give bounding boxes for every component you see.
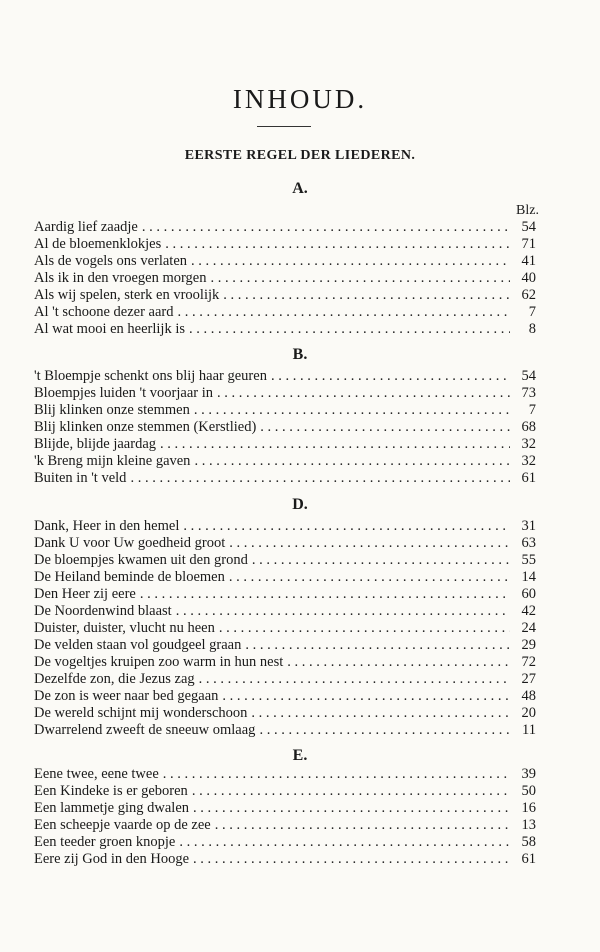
index-entry bbox=[34, 603, 536, 620]
entry-title: 'k Breng mijn kleine gaven bbox=[34, 453, 191, 469]
leader-dots bbox=[252, 552, 510, 569]
index-entry bbox=[34, 766, 536, 783]
index-entry bbox=[34, 722, 536, 739]
entry-title: Al de bloemenklokjes bbox=[34, 236, 162, 252]
entry-title: Aardig lief zaadje bbox=[34, 219, 138, 235]
entry-page: 41 bbox=[521, 253, 536, 269]
index-entry bbox=[34, 270, 536, 287]
entry-page: 61 bbox=[521, 851, 536, 867]
entry-page: 60 bbox=[521, 586, 536, 602]
leader-dots bbox=[229, 535, 510, 552]
leader-dots bbox=[163, 766, 510, 783]
leader-dots bbox=[193, 851, 510, 868]
index-entry bbox=[34, 851, 536, 868]
leader-dots bbox=[194, 402, 510, 419]
section-letter: E. bbox=[292, 747, 308, 764]
index-entry bbox=[34, 783, 536, 800]
leader-dots bbox=[260, 419, 510, 436]
leader-dots bbox=[189, 321, 510, 338]
index-entry bbox=[34, 236, 536, 253]
entry-title: Dwarrelend zweeft de sneeuw omlaag bbox=[34, 722, 256, 738]
entry-page: 48 bbox=[521, 688, 536, 704]
entry-page: 32 bbox=[521, 453, 536, 469]
entry-page: 50 bbox=[521, 783, 536, 799]
entry-title: Een teeder groen knopje bbox=[34, 834, 176, 850]
entry-title: Al wat mooi en heerlijk is bbox=[34, 321, 186, 337]
entry-title: Als ik in den vroegen morgen bbox=[34, 270, 207, 286]
index-entry bbox=[34, 368, 536, 385]
leader-dots bbox=[178, 304, 511, 321]
entry-page: 61 bbox=[521, 470, 536, 486]
page-title: INHOUD. bbox=[232, 84, 368, 114]
section-letter: A. bbox=[292, 180, 308, 197]
entry-page: 62 bbox=[521, 287, 536, 303]
leader-dots bbox=[219, 620, 510, 637]
entry-title: 't Bloempje schenkt ons blij haar geuren bbox=[34, 368, 267, 384]
entry-page: 55 bbox=[521, 552, 536, 568]
entry-title: Dank, Heer in den hemel bbox=[34, 518, 180, 534]
entry-page: 7 bbox=[528, 304, 536, 320]
title-rule bbox=[257, 126, 311, 127]
entry-title: Een Kindeke is er geboren bbox=[34, 783, 188, 799]
index-entry bbox=[34, 834, 536, 851]
entry-title: Een scheepje vaarde op de zee bbox=[34, 817, 211, 833]
index-entry bbox=[34, 436, 536, 453]
index-entry bbox=[34, 800, 536, 817]
entry-title: Blijde, blijde jaardag bbox=[34, 436, 157, 452]
entry-title: Blij klinken onze stemmen (Kerstlied) bbox=[34, 419, 257, 435]
index-entry bbox=[34, 569, 536, 586]
index-entry bbox=[34, 552, 536, 569]
index-entry bbox=[34, 705, 536, 722]
entry-page: 42 bbox=[521, 603, 536, 619]
entry-title: Al 't schoone dezer aard bbox=[34, 304, 174, 320]
index-entry bbox=[34, 535, 536, 552]
section-letter: D. bbox=[292, 496, 308, 513]
entry-page: 13 bbox=[521, 817, 536, 833]
leader-dots bbox=[251, 705, 510, 722]
leader-dots bbox=[191, 253, 510, 270]
entry-title: De wereld schijnt mij wonderschoon bbox=[34, 705, 248, 721]
entry-page: 72 bbox=[521, 654, 536, 670]
entry-page: 32 bbox=[521, 436, 536, 452]
section-e bbox=[0, 745, 600, 767]
index-entry bbox=[34, 287, 536, 304]
index-entry bbox=[34, 453, 536, 470]
index-entry bbox=[34, 654, 536, 671]
leader-dots bbox=[165, 236, 510, 253]
index-entry bbox=[34, 620, 536, 637]
leader-dots bbox=[259, 722, 510, 739]
leader-dots bbox=[287, 654, 510, 671]
index-entry bbox=[34, 586, 536, 603]
leader-dots bbox=[183, 518, 510, 535]
index-entry bbox=[34, 253, 536, 270]
section-b bbox=[0, 344, 600, 366]
index-entry bbox=[34, 304, 536, 321]
entry-page: 40 bbox=[521, 270, 536, 286]
entry-page: 29 bbox=[521, 637, 536, 653]
entry-page: 73 bbox=[521, 385, 536, 401]
index-entry bbox=[34, 321, 536, 338]
entry-page: 16 bbox=[521, 800, 536, 816]
entry-page: 24 bbox=[521, 620, 536, 636]
leader-dots bbox=[130, 470, 510, 487]
entry-title: Als wij spelen, sterk en vroolijk bbox=[34, 287, 220, 303]
page-column-label: Blz. bbox=[516, 203, 539, 218]
leader-dots bbox=[217, 385, 510, 402]
entry-title: De Heiland beminde de bloemen bbox=[34, 569, 225, 585]
entry-title: Als de vogels ons verlaten bbox=[34, 253, 188, 269]
entry-page: 68 bbox=[521, 419, 536, 435]
leader-dots bbox=[229, 569, 510, 586]
section-d bbox=[0, 494, 600, 516]
entry-page: 71 bbox=[521, 236, 536, 252]
entry-page: 63 bbox=[521, 535, 536, 551]
leader-dots bbox=[179, 834, 510, 851]
entry-page: 7 bbox=[528, 402, 536, 418]
entry-page: 27 bbox=[521, 671, 536, 687]
entry-title: Eere zij God in den Hooge bbox=[34, 851, 190, 867]
entry-page: 54 bbox=[521, 219, 536, 235]
leader-dots bbox=[194, 453, 510, 470]
entry-title: De velden staan vol goudgeel graan bbox=[34, 637, 242, 653]
index-entry bbox=[34, 671, 536, 688]
entry-page: 58 bbox=[521, 834, 536, 850]
index-entry bbox=[34, 817, 536, 834]
leader-dots bbox=[222, 688, 510, 705]
entry-title: Duister, duister, vlucht nu heen bbox=[34, 620, 215, 636]
leader-dots bbox=[193, 800, 510, 817]
index-entry bbox=[34, 470, 536, 487]
entry-title: De bloempjes kwamen uit den grond bbox=[34, 552, 248, 568]
leader-dots bbox=[223, 287, 510, 304]
entry-title: De Noordenwind blaast bbox=[34, 603, 172, 619]
index-subtitle: EERSTE REGEL DER LIEDEREN. bbox=[184, 148, 416, 163]
entry-title: Bloempjes luiden 't voorjaar in bbox=[34, 385, 213, 401]
entry-title: Een lammetje ging dwalen bbox=[34, 800, 190, 816]
index-entry bbox=[34, 637, 536, 654]
section-letter: B. bbox=[292, 346, 308, 363]
leader-dots bbox=[199, 671, 510, 688]
entry-title: Buiten in 't veld bbox=[34, 470, 127, 486]
entry-page: 31 bbox=[521, 518, 536, 534]
entry-title: Blij klinken onze stemmen bbox=[34, 402, 190, 418]
entry-page: 8 bbox=[528, 321, 536, 337]
entry-title: Dank U voor Uw goedheid groot bbox=[34, 535, 226, 551]
entry-page: 11 bbox=[522, 722, 536, 738]
leader-dots bbox=[192, 783, 510, 800]
entry-title: Den Heer zij eere bbox=[34, 586, 136, 602]
entry-page: 54 bbox=[521, 368, 536, 384]
leader-dots bbox=[140, 586, 510, 603]
index-entry bbox=[34, 518, 536, 535]
entry-title: De vogeltjes kruipen zoo warm in hun nest bbox=[34, 654, 284, 670]
index-entry bbox=[34, 419, 536, 436]
entry-page: 20 bbox=[521, 705, 536, 721]
leader-dots bbox=[271, 368, 510, 385]
index-entry bbox=[34, 402, 536, 419]
index-entry bbox=[34, 219, 536, 236]
leader-dots bbox=[142, 219, 510, 236]
entry-page: 14 bbox=[521, 569, 536, 585]
entry-title: Dezelfde zon, die Jezus zag bbox=[34, 671, 195, 687]
section-a bbox=[0, 178, 600, 200]
index-entry bbox=[34, 688, 536, 705]
index-entry bbox=[34, 385, 536, 402]
leader-dots bbox=[215, 817, 510, 834]
entry-title: Eene twee, eene twee bbox=[34, 766, 159, 782]
leader-dots bbox=[176, 603, 510, 620]
entry-title: De zon is weer naar bed gegaan bbox=[34, 688, 219, 704]
leader-dots bbox=[211, 270, 511, 287]
leader-dots bbox=[245, 637, 510, 654]
leader-dots bbox=[160, 436, 510, 453]
entry-page: 39 bbox=[521, 766, 536, 782]
